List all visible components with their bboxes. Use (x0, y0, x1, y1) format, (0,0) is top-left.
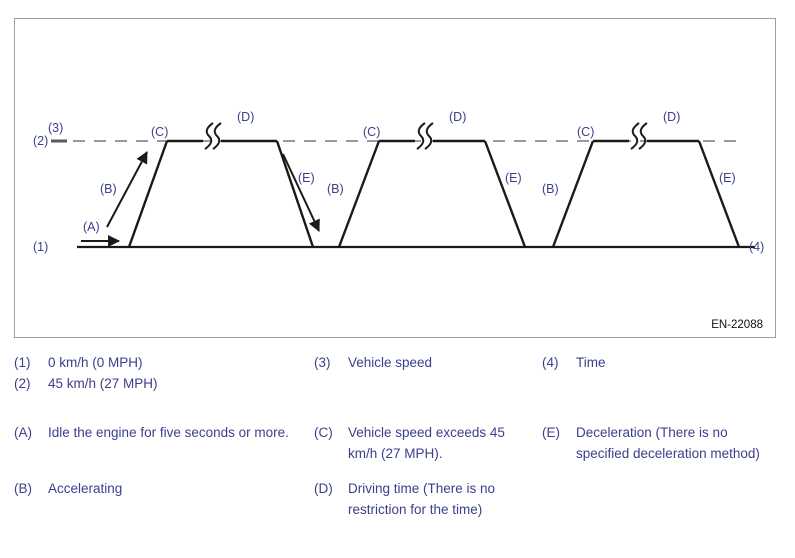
legend-text-c: Vehicle speed exceeds 45 km/h (27 MPH). (348, 425, 505, 461)
label-d-cycle3: (D) (663, 110, 681, 124)
label-a-idle: (A) (83, 220, 100, 234)
cycle3-accel-ramp (553, 141, 593, 247)
legend-text-2: 45 km/h (27 MPH) (48, 376, 158, 391)
label-c-cycle1: (C) (151, 125, 169, 139)
cycle3-decel-ramp (699, 141, 739, 247)
legend-item-e (542, 422, 780, 464)
label-b-cycle2: (B) (327, 182, 344, 196)
legend-key-b: (B) (14, 481, 32, 496)
label-time-axis: (4) (749, 240, 765, 254)
label-e-cycle1: (E) (298, 171, 315, 185)
legend-row-numbered-1 (14, 352, 780, 373)
legend-item-c (314, 422, 542, 464)
figure-code: EN-22088 (711, 319, 763, 331)
diagram-frame (14, 18, 776, 338)
label-e-cycle2: (E) (505, 171, 522, 185)
deceleration-arrow (283, 154, 319, 231)
legend-key-3: (3) (314, 355, 331, 370)
legend-key-d: (D) (314, 481, 333, 496)
legend-key-a: (A) (14, 425, 32, 440)
legend-item-a (14, 422, 314, 464)
label-vertical-axis: (3) (48, 121, 64, 135)
legend-gap (14, 394, 780, 422)
legend-item-4 (542, 352, 780, 373)
label-c-cycle2: (C) (363, 125, 381, 139)
legend-text-b: Accelerating (48, 481, 123, 496)
legend-text-3: Vehicle speed (348, 355, 433, 370)
label-b-cycle1: (B) (100, 182, 117, 196)
legend-row-numbered-2 (14, 373, 780, 394)
label-c-cycle3: (C) (577, 125, 595, 139)
label-level-1: (1) (33, 240, 49, 254)
cycle2-decel-ramp (485, 141, 525, 247)
legend-item-d (314, 478, 542, 520)
legend-item-2 (14, 373, 314, 394)
label-e-cycle3: (E) (719, 171, 736, 185)
label-d-cycle1: (D) (237, 110, 255, 124)
legend-item-3 (314, 352, 542, 373)
cycle3-break-squiggle-a (631, 123, 639, 149)
cycle2-break-squiggle-a (417, 123, 425, 149)
legend-spacer-c (542, 478, 780, 520)
label-level-2: (2) (33, 134, 49, 148)
legend-item-b (14, 478, 314, 520)
legend-key-c: (C) (314, 425, 333, 440)
legend (14, 352, 780, 520)
legend-row-lettered-2 (14, 478, 780, 520)
legend-text-d: Driving time (There is no restriction for the time) (348, 481, 496, 517)
legend-text-4: Time (576, 355, 606, 370)
legend-spacer-a (314, 373, 542, 394)
legend-text-a: Idle the engine for five seconds or more. (48, 425, 289, 440)
cycle1-accel-ramp (129, 141, 167, 247)
legend-spacer-b (542, 373, 780, 394)
legend-text-1: 0 km/h (0 MPH) (48, 355, 143, 370)
drive-cycle-chart (15, 19, 775, 337)
cycle2-break-squiggle-b (425, 123, 433, 149)
cycle1-decel-ramp (277, 141, 313, 247)
legend-key-2: (2) (14, 376, 31, 391)
legend-key-e: (E) (542, 425, 560, 440)
label-b-cycle3: (B) (542, 182, 559, 196)
cycle3-break-squiggle-b (639, 123, 647, 149)
legend-key-1: (1) (14, 355, 31, 370)
label-d-cycle2: (D) (449, 110, 467, 124)
legend-key-4: (4) (542, 355, 559, 370)
cycle1-break-squiggle-b (213, 123, 221, 149)
cycle1-break-squiggle-a (205, 123, 213, 149)
cycle2-accel-ramp (339, 141, 379, 247)
legend-item-1 (14, 352, 314, 373)
legend-row-lettered-1 (14, 422, 780, 464)
legend-text-e: Deceleration (There is no specified deceleration method) (576, 425, 760, 461)
